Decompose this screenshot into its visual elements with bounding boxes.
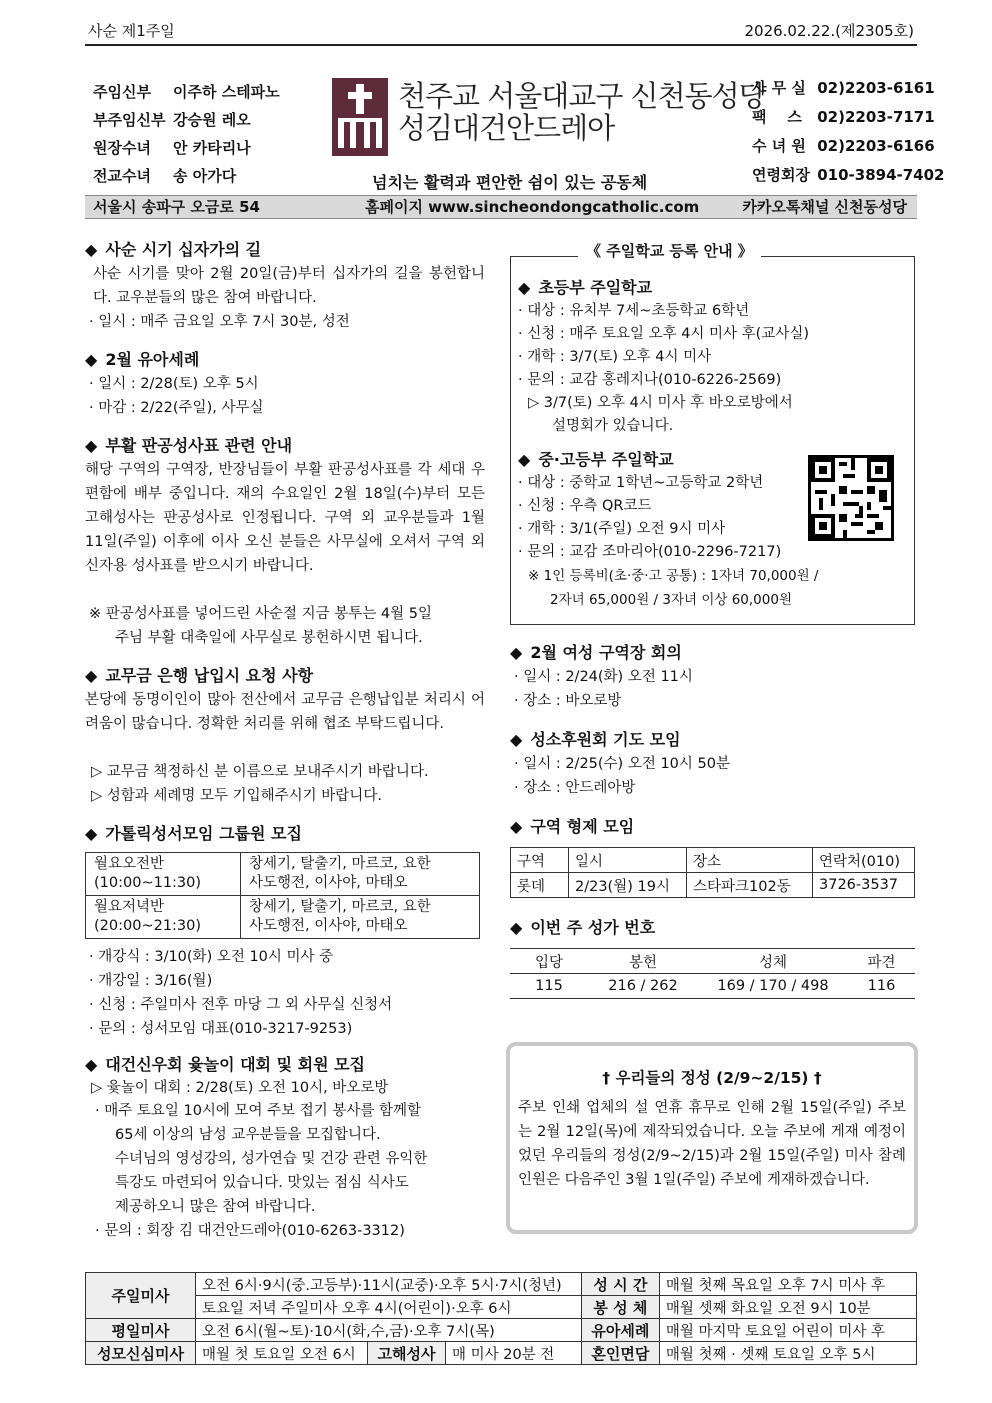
list-item: · 문의 : 회장 김 대건안드레아(010-6263-3312): [95, 1223, 405, 1239]
table-header: 봉헌: [628, 954, 657, 971]
holy-hour-label: 성 시 간: [581, 1273, 659, 1296]
confession-label: 고해성사: [368, 1342, 446, 1365]
table-cell: 매월 첫째 · 셋째 토요일 오후 5시: [659, 1342, 916, 1365]
table-row: [511, 848, 915, 873]
table-cell: 매 미사 20분 전: [446, 1342, 582, 1365]
list-item: ▷ 성함과 세례명 모두 기입해주시기 바랍니다.: [91, 788, 382, 804]
diamond-icon: ◆: [510, 643, 523, 662]
bible-table: [85, 852, 480, 939]
diamond-icon: ◆: [85, 436, 98, 455]
table-cell: 115: [535, 978, 563, 994]
church-address: 서울시 송파구 오금로 54: [93, 198, 260, 216]
contact-row: 연령회장 010-3894-7402: [752, 166, 945, 184]
diamond-icon: ◆: [85, 1055, 98, 1074]
list-item: 수녀님의 영성강의, 성가연습 및 건강 관련 유익한: [115, 1151, 428, 1167]
list-item: ▷ 3/7(토) 오후 4시 미사 후 바오로방에서: [528, 395, 793, 411]
church-name-line1: 천주교 서울대교구 신천동성당: [398, 79, 766, 113]
table-row: [86, 853, 480, 896]
table-row: [86, 1319, 917, 1342]
church-name: [398, 80, 766, 144]
offering-notice-title: † 우리들의 정성 (2/9~2/15) †: [602, 1069, 822, 1087]
hymn-table: [510, 948, 915, 999]
table-cell: 매월 첫 토요일 오전 6시: [196, 1342, 368, 1365]
table-cell: 오전 6시·9시(중.고등부)·11시(교중)·오후 5시·7시(청년): [196, 1273, 582, 1296]
list-item: 65세 이상의 남성 교우분들을 모집합니다.: [115, 1127, 381, 1143]
table-header: 연락처(010): [813, 848, 915, 873]
section-title: ◆ 초등부 주일학교: [518, 276, 910, 300]
list-item: 특강도 마련되어 있습니다. 맛있는 점심 식사도: [115, 1175, 409, 1191]
homepage-link[interactable]: 홈페이지 www.sincheondongcatholic.com: [365, 198, 700, 216]
qr-code-icon[interactable]: [808, 455, 894, 541]
sunday-school-content: [518, 276, 910, 611]
table-row: [86, 896, 480, 939]
marian-mass-label: 성모신심미사: [86, 1342, 196, 1365]
infant-baptism-label: 유아세례: [581, 1319, 659, 1342]
list-item: · 개강일 : 3/16(월): [89, 973, 213, 989]
section-title: ◆ 중·고등부 주일학교: [518, 448, 910, 472]
section-title: ◆ 대건신우회 윷놀이 대회 및 회원 모집: [85, 1053, 485, 1077]
list-item: · 일시 : 2/28(토) 오후 5시: [89, 376, 259, 392]
section-title: ◆ 사순 시기 십자가의 길: [85, 238, 485, 262]
diamond-icon: ◆: [85, 350, 98, 369]
offering-notice-body: 주보 인쇄 업체의 설 연휴 휴무로 인해 2월 15일(주일) 주보는 2월 12일(목)에 제작되었습니다. 오늘 주보에 게재 예정이었던 우리들의 정성(2/9~2/15)과 2월 15일(주일) 미사 참례 인원은 다음주인 3월 1일(주일) 주보에 게재하겠습니다.: [518, 1100, 906, 1188]
diamond-icon: ◆: [518, 450, 531, 469]
table-cell: 116: [867, 978, 896, 994]
list-item: · 일시 : 2/24(화) 오전 11시: [514, 669, 693, 685]
diamond-icon: ◆: [85, 240, 98, 259]
clergy-row: 부주임신부 강승원 레오: [93, 111, 251, 129]
diamond-icon: ◆: [510, 730, 523, 749]
list-item: 설명회가 있습니다.: [552, 418, 674, 434]
table-row: [86, 1342, 917, 1365]
table-header: 구역: [511, 848, 569, 873]
list-item: · 신청 : 주일미사 전후 마당 그 외 사무실 신청서: [89, 997, 393, 1013]
offering-notice-box: [506, 1042, 918, 1234]
sunday-mass-label: 주일미사: [86, 1273, 196, 1319]
confession-note: 주님 부활 대축일에 사무실로 봉헌하시면 됩니다.: [115, 630, 423, 646]
church-name-line2: 성김대건안드레아: [398, 111, 615, 145]
clergy-list: [93, 78, 280, 190]
table-row: [86, 1273, 917, 1296]
table-cell: 3726-3537: [813, 873, 915, 898]
diamond-icon: ◆: [510, 817, 523, 836]
list-item: · 개학 : 3/1(주일) 오전 9시 미사: [518, 521, 726, 537]
bank-body: 본당에 동명이인이 많아 전산에서 교무금 은행납입분 처리시 어려움이 많습니다. 정확한 처리를 위해 협조 부탁드립니다.: [85, 692, 485, 732]
fee-note: ※ 1인 등록비(초·중·고 공통) : 1자녀 70,000원 /: [528, 568, 819, 584]
confession-note: ※ 판공성사표를 넣어드린 사순절 지금 봉투는 4월 5일: [89, 606, 433, 622]
cross-item: · 일시 : 매주 금요일 오후 7시 30분, 성전: [89, 314, 350, 330]
table-cell: 롯데: [511, 873, 569, 898]
list-item: · 일시 : 2/25(수) 오전 10시 50분: [514, 756, 730, 772]
table-cell: 169 / 170 / 498: [717, 978, 829, 994]
table-header: 성체: [758, 954, 787, 971]
section-title: ◆ 가톨릭성서모임 그룹원 모집: [85, 822, 485, 846]
list-item: · 장소 : 바오로방: [514, 693, 622, 709]
church-logo-icon: [332, 78, 388, 156]
list-item: · 매주 토요일 10시에 모여 주보 접기 봉사를 함께할: [95, 1103, 422, 1119]
fee-note: 2자녀 65,000원 / 3자녀 이상 60,000원: [550, 592, 792, 608]
kakao-channel[interactable]: 카카오톡채널 신천동성당: [742, 198, 907, 216]
contact-row: 팩 스 02)2203-7171: [752, 108, 935, 126]
table-cell: 월요저녁반 (20:00~21:30): [86, 896, 241, 939]
district-table: [510, 847, 915, 898]
table-row: [510, 974, 915, 999]
list-item: · 신청 : 우측 QR코드: [518, 498, 652, 514]
marriage-label: 혼인면담: [581, 1342, 659, 1365]
mass-schedule-table: [85, 1272, 917, 1365]
section-title: ◆ 부활 판공성사표 관련 안내: [85, 434, 485, 458]
list-item: · 마감 : 2/22(주일), 사무실: [89, 400, 264, 416]
table-cell: 매월 마지막 토요일 어린이 미사 후: [659, 1319, 916, 1342]
diamond-icon: ◆: [518, 278, 531, 297]
table-header: 파견: [867, 954, 896, 971]
section-title: ◆ 2월 유아세례: [85, 348, 485, 372]
right-column: [510, 641, 915, 999]
section-title: ◆ 성소후원회 기도 모임: [510, 728, 915, 752]
section-title: ◆ 구역 형제 모임: [510, 815, 915, 839]
table-cell: 창세기, 탈출기, 마르코, 요한 사도행전, 이사야, 마태오: [241, 896, 480, 939]
list-item: ▷ 교무금 책정하신 분 이름으로 보내주시기 바랍니다.: [91, 764, 429, 780]
clergy-row: 주임신부 이주하 스테파노: [93, 83, 280, 101]
table-row: [86, 1296, 917, 1319]
list-item: · 대상 : 유치부 7세~초등학교 6학년: [518, 303, 750, 319]
list-item: · 대상 : 중학교 1학년~고등학교 2학년: [518, 475, 764, 491]
left-column: [85, 238, 485, 1243]
list-item: · 신청 : 매주 토요일 오후 4시 미사 후(교사실): [518, 326, 810, 342]
contact-list: [752, 74, 945, 190]
weekday-mass-label: 평일미사: [86, 1319, 196, 1342]
diamond-icon: ◆: [510, 918, 523, 937]
section-title: ◆ 2월 여성 구역장 회의: [510, 641, 915, 665]
section-title: ◆ 이번 주 성가 번호: [510, 916, 915, 940]
list-item: ▷ 윷놀이 대회 : 2/28(토) 오전 10시, 바오로방: [91, 1080, 389, 1096]
list-item: · 문의 : 성서모임 대표(010-3217-9253): [89, 1021, 353, 1037]
list-item: · 개강식 : 3/10(화) 오전 10시 미사 중: [89, 949, 334, 965]
contact-row: 사 무 실 02)2203-6161: [752, 79, 935, 97]
section-title: ◆ 교무금 은행 납입시 요청 사항: [85, 664, 485, 688]
list-item: · 문의 : 교감 조마리아(010-2296-7217): [518, 544, 782, 560]
table-cell: 오전 6시(월~토)·10시(화,수,금)·오후 7시(목): [196, 1319, 582, 1342]
sunday-school-title: 《 주일학교 등록 안내 》: [578, 240, 761, 261]
list-item: · 문의 : 교감 홍레지나(010-6226-2569): [518, 372, 782, 388]
table-cell: 216 / 262: [608, 978, 678, 994]
communion-label: 봉 성 체: [581, 1296, 659, 1319]
list-item: · 개학 : 3/7(토) 오후 4시 미사: [518, 349, 712, 365]
church-slogan: 넘치는 활력과 편안한 쉼이 있는 공동체: [372, 173, 648, 192]
table-header: 장소: [687, 848, 813, 873]
diamond-icon: ◆: [85, 666, 98, 685]
issue-date: 2026.02.22.(제2305호): [744, 22, 914, 40]
table-cell: 창세기, 탈출기, 마르코, 요한 사도행전, 이사야, 마태오: [241, 853, 480, 896]
diamond-icon: ◆: [85, 824, 98, 843]
season-label: 사순 제1주일: [88, 22, 175, 40]
clergy-row: 전교수녀 송 아가다: [93, 167, 237, 185]
info-bar: [85, 195, 917, 219]
table-header: 입당: [534, 954, 563, 971]
table-cell: 스타파크102동: [687, 873, 813, 898]
table-row: [510, 949, 915, 974]
table-cell: 토요일 저녁 주일미사 오후 4시(어린이)·오후 6시: [196, 1296, 582, 1319]
table-row: [511, 873, 915, 898]
table-cell: 매월 첫째 목요일 오후 7시 미사 후: [659, 1273, 916, 1296]
table-cell: 2/23(월) 19시: [569, 873, 687, 898]
contact-row: 수 녀 원 02)2203-6166: [752, 137, 935, 155]
clergy-row: 원장수녀 안 카타리나: [93, 139, 251, 157]
table-cell: 매월 셋째 화요일 오전 9시 10분: [659, 1296, 916, 1319]
confession-body: 해당 구역의 구역장, 반장님들이 부활 판공성사표를 각 세대 우편함에 배부 중입니다. 재의 수요일인 2월 18일(수)부터 모든 고해성사는 판공성사로 인정됩니다. 구역 외 교우분들과 1월 11일(주일) 이후에 이사 오신 분들은 사무실에 오셔서 구역 외 신자용 성사표를 받으시기 바랍니다.: [85, 462, 485, 574]
top-divider: [85, 44, 917, 46]
table-cell: 월요오전반 (10:00~11:30): [86, 853, 241, 896]
list-item: · 장소 : 안드레아방: [514, 780, 636, 796]
cross-body: 사순 시기를 맞아 2월 20일(금)부터 십자가의 길을 봉헌합니다. 교우분들의 많은 참여 바랍니다.: [93, 266, 485, 306]
list-item: 제공하오니 많은 참여 바랍니다.: [115, 1199, 316, 1215]
table-header: 일시: [569, 848, 687, 873]
